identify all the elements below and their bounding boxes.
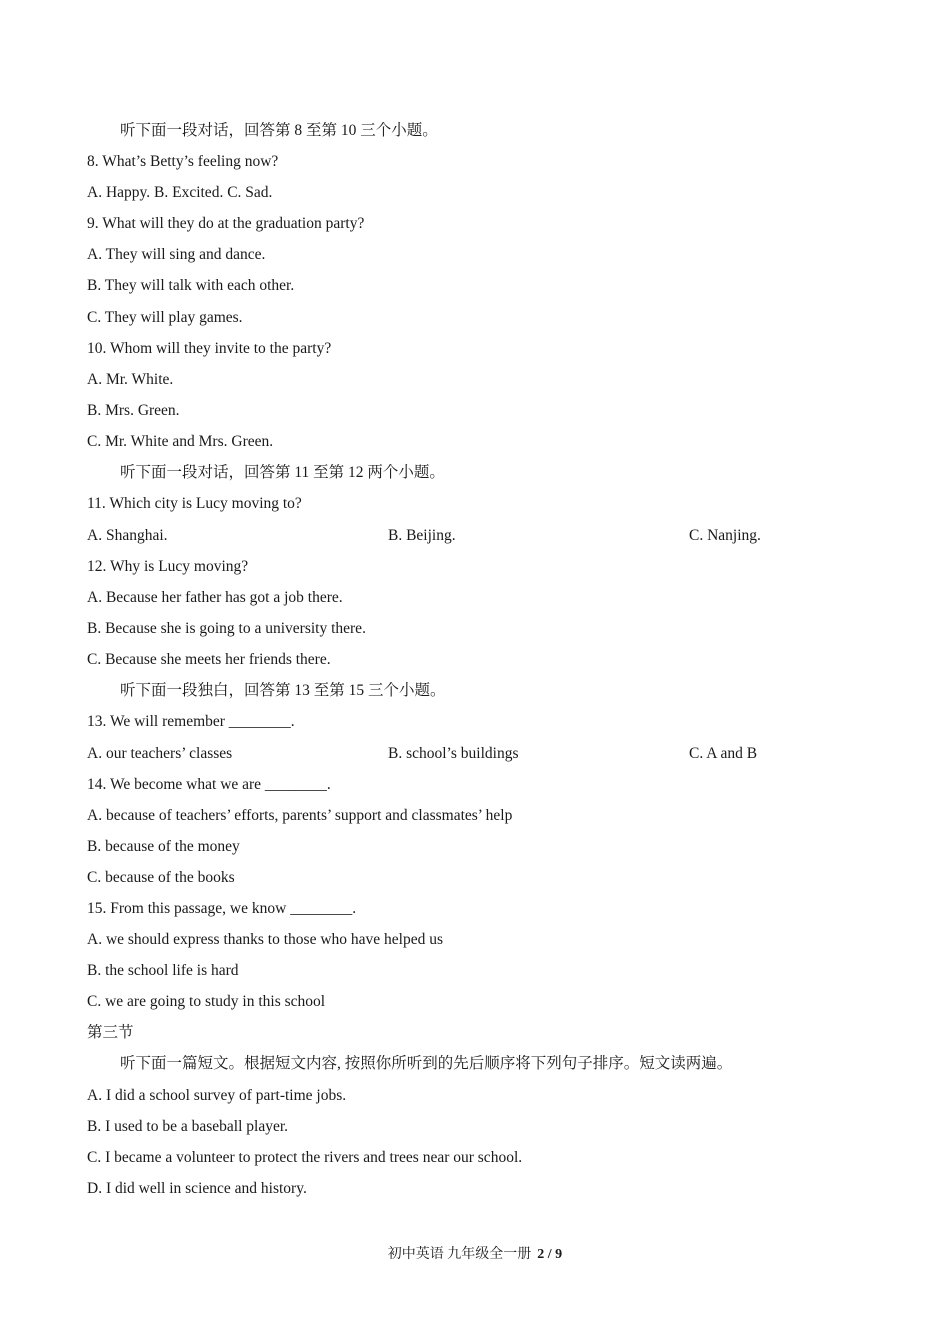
section-instruction: 听下面一段对话，回答第 8 至第 10 三个小题。: [120, 122, 438, 139]
footer-title: 初中英语 九年级全一册: [387, 1247, 532, 1262]
question-9-option-c: C. They will play games.: [87, 309, 243, 326]
question-15: 15. From this passage, we know ________.: [87, 900, 357, 917]
question-9-option-a: A. They will sing and dance.: [87, 246, 266, 263]
question-14-option-b: B. because of the money: [87, 838, 240, 855]
question-14-option-c: C. because of the books: [87, 869, 235, 886]
question-9: 9. What will they do at the graduation party?: [87, 215, 365, 232]
question-12: 12. Why is Lucy moving?: [87, 558, 249, 575]
question-15-option-c: C. we are going to study in this school: [87, 993, 326, 1010]
question-15-option-a: A. we should express thanks to those who have helped us: [87, 931, 444, 948]
section-instruction: 听下面一段对话，回答第 11 至第 12 两个小题。: [120, 464, 445, 481]
question-8: 8. What’s Betty’s feeling now?: [87, 153, 279, 170]
question-12-option-c: C. Because she meets her friends there.: [87, 651, 331, 668]
question-11-option-a: A. Shanghai.: [87, 527, 168, 544]
sentence-a: A. I did a school survey of part-time jobs.: [87, 1087, 347, 1104]
section-instruction: 听下面一篇短文。根据短文内容, 按照你所听到的先后顺序将下列句子排序。短文读两遍。: [120, 1055, 733, 1072]
question-10: 10. Whom will they invite to the party?: [87, 340, 332, 357]
question-12-option-b: B. Because she is going to a university there.: [87, 620, 366, 637]
question-10-option-b: B. Mrs. Green.: [87, 402, 180, 419]
question-14: 14. We become what we are ________.: [87, 776, 331, 793]
question-13-option-b: B. school’s buildings: [388, 745, 519, 762]
question-11: 11. Which city is Lucy moving to?: [87, 495, 302, 512]
sentence-b: B. I used to be a baseball player.: [87, 1118, 289, 1135]
question-10-option-a: A. Mr. White.: [87, 371, 174, 388]
section-heading: 第三节: [87, 1024, 134, 1041]
question-13-option-a: A. our teachers’ classes: [87, 745, 233, 762]
question-10-option-c: C. Mr. White and Mrs. Green.: [87, 433, 274, 450]
question-14-option-a: A. because of teachers’ efforts, parents’ support and classmates’ help: [87, 807, 513, 824]
sentence-d: D. I did well in science and history.: [87, 1180, 307, 1197]
question-13: 13. We will remember ________.: [87, 713, 295, 730]
question-15-option-b: B. the school life is hard: [87, 962, 239, 979]
page-footer: [0, 1246, 950, 1264]
question-12-option-a: A. Because her father has got a job there.: [87, 589, 343, 606]
page-number: 2 / 9: [537, 1247, 563, 1262]
question-11-option-c: C. Nanjing.: [689, 527, 761, 544]
section-instruction: 听下面一段独白，回答第 13 至第 15 三个小题。: [120, 682, 446, 699]
question-8-options: A. Happy. B. Excited. C. Sad.: [87, 184, 273, 201]
sentence-c: C. I became a volunteer to protect the rivers and trees near our school.: [87, 1149, 523, 1166]
question-9-option-b: B. They will talk with each other.: [87, 277, 295, 294]
question-11-option-b: B. Beijing.: [388, 527, 456, 544]
question-13-option-c: C. A and B: [689, 745, 758, 762]
